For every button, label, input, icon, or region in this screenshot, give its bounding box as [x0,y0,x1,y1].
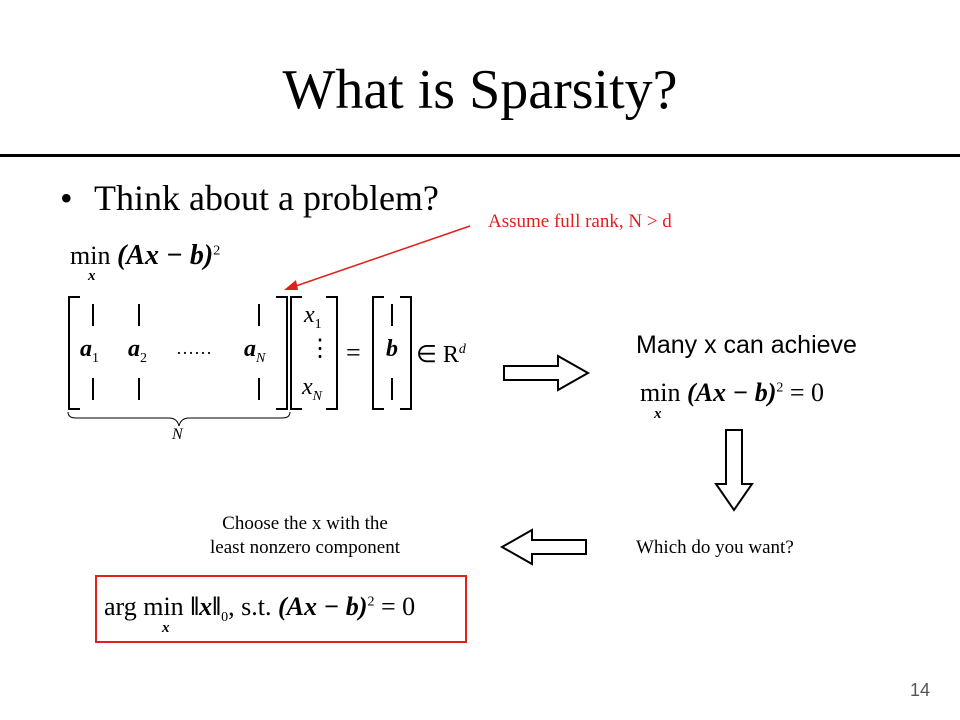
matrix-dots: …… [176,338,212,358]
left-arrow-icon [498,526,590,568]
matrix-right-bracket [276,296,288,410]
vector-xn: $x_N$ [302,374,322,404]
vector-x1: $x_1$ [304,302,322,332]
objective-formula [70,240,221,284]
membership-rd: ∈ $R^d$ [416,342,466,368]
equals-sign: = [346,338,361,367]
matrix-col-1: $a_1$ [80,336,99,366]
matrix-a [68,296,288,410]
right-arrow-icon [500,352,592,394]
slide-title: What is Sparsity? [282,59,678,121]
matrix-left-bracket [68,296,80,410]
vector-vdots: ⋮ [308,336,332,362]
objective-expr: (Ax − b) [116,240,214,271]
vector-b [372,296,412,410]
bullet-dot-icon: • [60,178,73,218]
page-number: 14 [909,680,930,700]
which-question: Which do you want? [636,537,794,558]
matrix-col-2: $a_2$ [128,336,147,366]
choose-line-1: Choose the x with the [222,513,388,534]
square-exponent: 2 [213,243,221,259]
bullet-text: Think about a problem? [94,178,439,218]
choose-line-2: least nonzero component [210,537,400,558]
assumption-note: Assume full rank, N > d [488,211,672,232]
many-x-label: Many x can achieve [636,331,857,359]
argmin-formula: arg $\min ‖x‖_0$, s.t. $(Ax - b)^2 = 0$ x [104,592,416,636]
min-subscript: x [88,268,96,284]
matrix-col-n: $a_N$ [244,336,266,366]
underbrace-label: N [172,426,183,443]
choose-caption [170,512,440,560]
min-equals-zero-formula: $\min (Ax - b)^2 = 0$ x [640,378,825,422]
vector-b-label: b [386,336,398,362]
vector-x [290,296,338,410]
down-arrow-icon [712,428,756,514]
min-operator: min [70,241,111,270]
